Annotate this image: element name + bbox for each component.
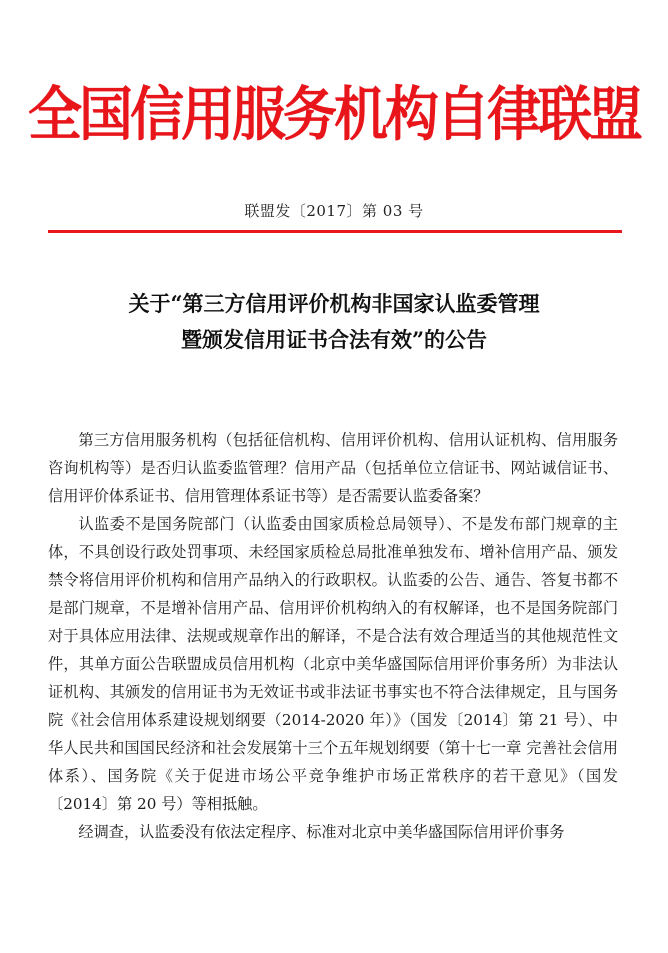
notice-body: [48, 426, 618, 846]
notice-title: [40, 286, 628, 358]
notice-title-line-1: 关于“第三方信用评价机构非国家认监委管理: [128, 291, 540, 316]
red-divider-line: [48, 230, 622, 233]
body-paragraph-1: 第三方信用服务机构（包括征信机构、信用评价机构、信用认证机构、信用服务咨询机构等）是否归认监委监管理？信用产品（包括单位立信证书、网站诚信证书、信用评价体系证书、信用管理体系证书等）是否需要认监委备案？: [48, 431, 618, 505]
notice-title-line-2: 暨颁发信用证书合法有效”的公告: [180, 327, 488, 352]
organization-header: 全国信用服务机构自律联盟: [28, 79, 640, 149]
body-paragraph-2: 认监委不是国务院部门（认监委由国家质检总局领导）、不是发布部门规章的主体，不具创设行政处罚事项、未经国家质检总局批准单独发布、增补信用产品、颁发禁令将信用评价机构和信用产品纳入的行政职权。认监委的公告、通告、答复书都不是部门规章，不是增补信用产品、信用评价机构纳入的有权解译，也不是国务院部门对于具体应用法律、法规或规章作出的解译，不是合法有效合理适当的其他规范性文件，其单方面公告联盟成员信用机构（北京中美华盛国际信用评价事务所）为非法认证机构、其颁发的信用证书为无效证书或非法证书事实也不符合法律规定，且与国务院《社会信用体系建设规划纲要（2014-2020 年）》（国发〔2014〕第 21 号）、中华人民共和国国民经济和社会发展第十三个五年规划纲要（第十七一章 完善社会信用体系）、国务院《关于促进市场公平竞争维护市场正常秩序的若干意见》（国发〔2014〕第 20 号）等相抵触。: [48, 515, 618, 813]
document-number: 联盟发〔2017〕第 03 号: [244, 202, 424, 220]
body-paragraph-3: 经调查，认监委没有依法定程序、标准对北京中美华盛国际信用评价事务: [78, 823, 565, 841]
